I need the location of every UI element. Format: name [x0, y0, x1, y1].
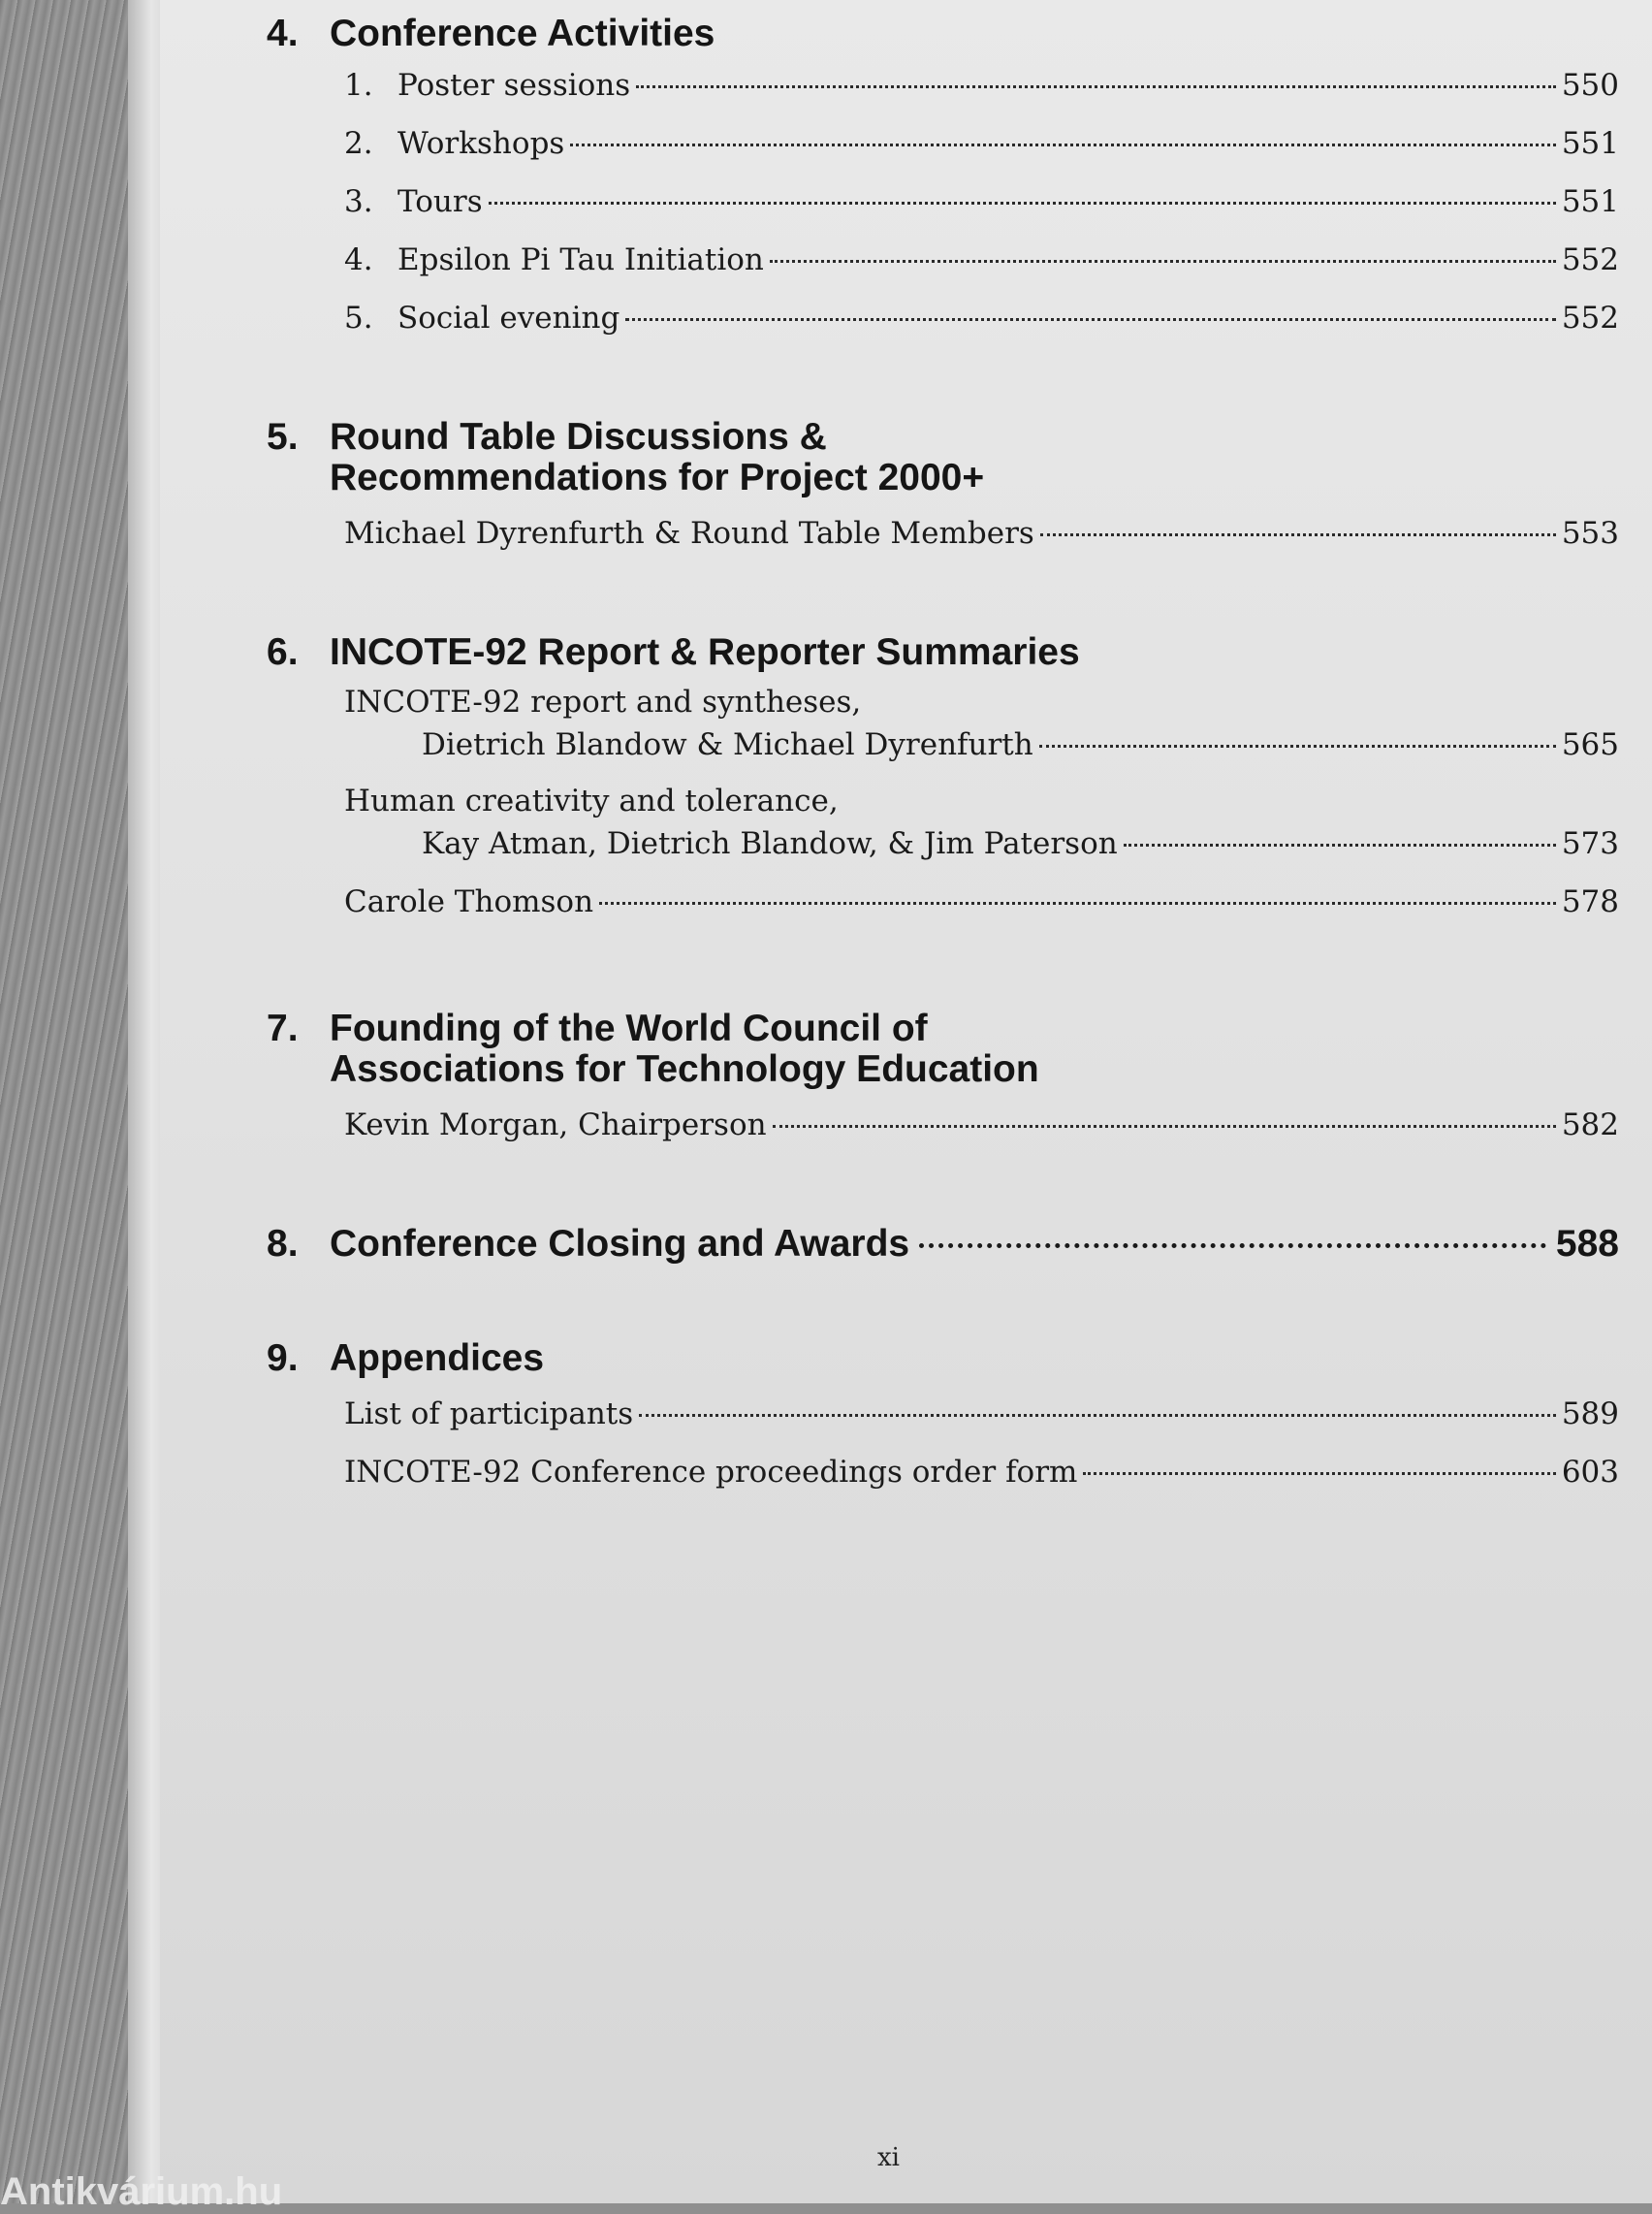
dot-leader	[636, 85, 1556, 88]
toc-entry[interactable]	[344, 1393, 1619, 1435]
section-title-line: Round Table Discussions &	[330, 416, 827, 458]
section-title-line: Recommendations for Project 2000+	[330, 457, 985, 498]
section-heading	[267, 632, 1619, 673]
section-title: Conference Closing and Awards	[330, 1223, 910, 1265]
entry-title: Epsilon Pi Tau Initiation	[397, 242, 764, 277]
toc-entry[interactable]	[344, 881, 1619, 923]
entry-title: INCOTE-92 Conference proceedings order form	[344, 1455, 1078, 1490]
entry-title: Michael Dyrenfurth & Round Table Members	[344, 516, 1034, 551]
section-9	[267, 1338, 1619, 1493]
entry-authors: Dietrich Blandow & Michael Dyrenfurth	[422, 727, 1033, 762]
entry-page: 550	[1561, 68, 1619, 103]
toc-entry[interactable]	[344, 64, 1619, 107]
section-page: 588	[1555, 1223, 1619, 1265]
entry-page: 553	[1561, 516, 1619, 551]
section-title: Appendices	[330, 1337, 545, 1379]
section-7	[267, 1009, 1619, 1146]
toc-entry[interactable]	[422, 822, 1619, 865]
section-number: 5.	[267, 416, 299, 458]
entry-title: Workshops	[397, 126, 565, 161]
dot-leader	[599, 902, 1556, 905]
dot-leader	[489, 202, 1556, 205]
entry-title-line: Human creativity and tolerance,	[344, 784, 839, 818]
toc-entry[interactable]	[344, 297, 1619, 339]
toc-entry[interactable]	[422, 723, 1619, 766]
toc-entry[interactable]	[344, 239, 1619, 281]
watermark: Antikvárium.hu	[0, 2170, 283, 2213]
section-title	[330, 417, 1619, 498]
dot-leader	[773, 1125, 1556, 1128]
dot-leader	[1124, 844, 1556, 847]
section-number: 7.	[267, 1008, 299, 1049]
dot-leader	[919, 1243, 1546, 1248]
section-title-line: Associations for Technology Education	[330, 1048, 1039, 1090]
page-number: xi	[877, 2143, 900, 2172]
entry-title: Social evening	[397, 301, 620, 336]
entry-title: Carole Thomson	[344, 884, 594, 919]
dot-leader	[570, 144, 1556, 146]
toc-entry[interactable]	[344, 512, 1619, 555]
entry-title: List of participants	[344, 1396, 634, 1431]
dot-leader	[1040, 533, 1556, 536]
section-title	[330, 1009, 1619, 1090]
entry-page: 573	[1561, 826, 1619, 861]
book-spine	[0, 0, 136, 2203]
entry-page: 551	[1561, 184, 1619, 219]
section-heading	[267, 14, 1619, 54]
section-heading	[267, 1009, 1619, 1090]
section-number: 9.	[267, 1337, 299, 1379]
section-8[interactable]	[267, 1224, 1619, 1265]
toc-entry[interactable]	[344, 1451, 1619, 1493]
entry-page: 603	[1561, 1455, 1619, 1490]
section-5	[267, 417, 1619, 555]
entry-number: 2.	[344, 126, 373, 161]
dot-leader	[770, 260, 1556, 263]
section-title: Conference Activities	[330, 13, 715, 54]
entry-page: 552	[1561, 301, 1619, 336]
section-title: INCOTE-92 Report & Reporter Summaries	[330, 631, 1080, 673]
dot-leader	[625, 318, 1556, 321]
section-6	[267, 632, 1619, 923]
entry-title: Tours	[397, 184, 483, 219]
entry-title-line: INCOTE-92 report and syntheses,	[344, 685, 862, 720]
entry-title: Kevin Morgan, Chairperson	[344, 1107, 767, 1142]
dot-leader	[1083, 1472, 1555, 1475]
entry-page: 582	[1561, 1107, 1619, 1142]
section-4	[267, 14, 1619, 339]
entry-authors: Kay Atman, Dietrich Blandow, & Jim Paterson	[422, 826, 1118, 861]
entry-number: 1.	[344, 68, 373, 103]
section-number: 6.	[267, 631, 299, 673]
entry-number: 3.	[344, 184, 373, 219]
section-heading	[267, 417, 1619, 498]
section-title-line: Founding of the World Council of	[330, 1008, 928, 1049]
entry-number: 5.	[344, 301, 373, 336]
toc-entry[interactable]	[344, 1104, 1619, 1146]
section-heading	[267, 1338, 1619, 1379]
section-number: 8.	[267, 1223, 299, 1265]
entry-title: Poster sessions	[397, 68, 631, 103]
entry-page: 589	[1561, 1396, 1619, 1431]
section-number: 4.	[267, 13, 299, 54]
entry-page: 552	[1561, 242, 1619, 277]
section-heading	[267, 1224, 1619, 1265]
entry-page: 565	[1561, 727, 1619, 762]
toc-entry[interactable]	[344, 180, 1619, 223]
dot-leader	[639, 1414, 1556, 1417]
entry-page: 551	[1561, 126, 1619, 161]
toc-entry[interactable]	[344, 122, 1619, 165]
entry-number: 4.	[344, 242, 373, 277]
entry-page: 578	[1561, 884, 1619, 919]
dot-leader	[1039, 745, 1556, 748]
